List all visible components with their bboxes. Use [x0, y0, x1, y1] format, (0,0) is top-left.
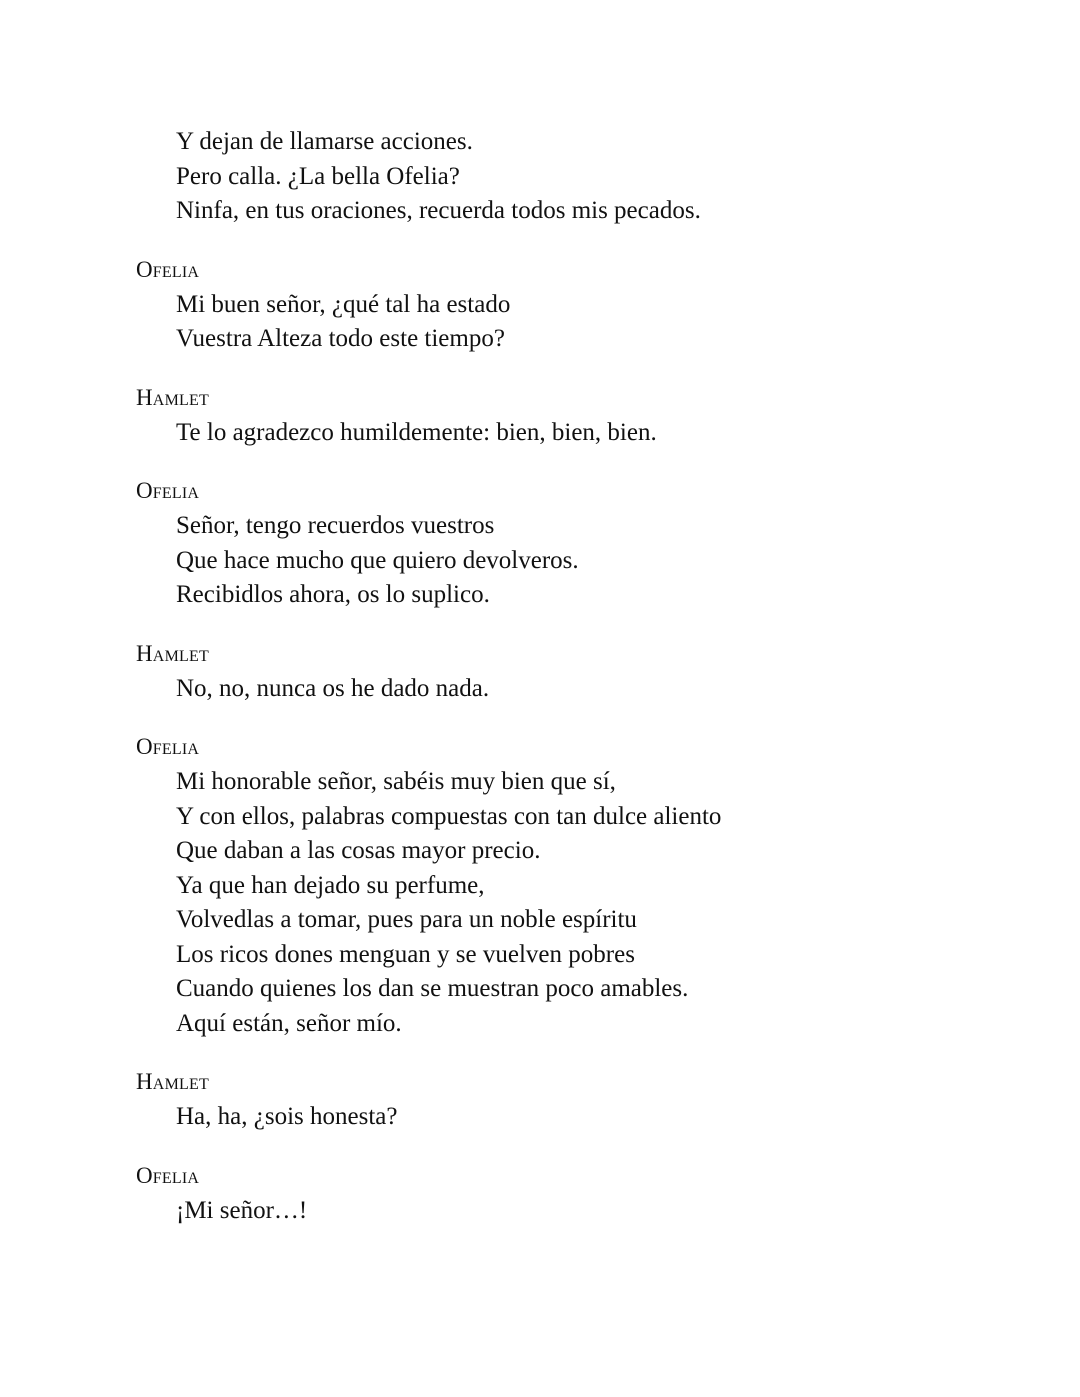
dialogue-block [136, 732, 996, 1041]
speaker-name: Ofelia [136, 256, 200, 282]
verse-line: Señor, tengo recuerdos vuestros [176, 512, 495, 539]
dialogue-block [136, 476, 996, 613]
verse-line: Aquí están, señor mío. [176, 1009, 402, 1037]
verse-line: Volvedlas a tomar, pues para un noble espíritu [176, 906, 637, 933]
verse-line: Y dejan de llamarse acciones. [176, 128, 473, 155]
verse-line: Ya que han dejado su perfume, [176, 871, 485, 899]
dialogue-block [136, 125, 996, 229]
verse-line: Te lo agradezco humildemente: bien, bien, bien. [176, 418, 657, 446]
dialogue-block [136, 383, 996, 451]
verse-line: Mi honorable señor, sabéis muy bien que sí, [176, 768, 616, 795]
verse-line: Que hace mucho que quiero devolveros. [176, 546, 579, 574]
speaker-name: Ofelia [136, 734, 200, 759]
verse-line: Vuestra Alteza todo este tiempo? [176, 325, 505, 352]
verse-line: No, no, nunca os he dado nada. [176, 674, 490, 702]
speaker-name: Hamlet [136, 640, 209, 666]
dialogue-block [136, 639, 996, 707]
dialogue-block [136, 1067, 996, 1135]
verse-line: Que daban a las cosas mayor precio. [176, 837, 541, 864]
speaker-name: Hamlet [136, 384, 209, 410]
play-script [136, 125, 996, 1254]
verse-line: Pero calla. ¿La bella Ofelia? [176, 162, 460, 190]
verse-line: Los ricos dones menguan y se vuelven pobres [176, 940, 635, 968]
dialogue-block [136, 1161, 996, 1229]
speaker-name: Hamlet [136, 1069, 209, 1094]
verse-line: ¡Mi señor…! [176, 1196, 308, 1224]
verse-line: Ninfa, en tus oraciones, recuerda todos mis pecados. [176, 197, 701, 224]
verse-line: Y con ellos, palabras compuestas con tan dulce aliento [176, 802, 722, 830]
speaker-name: Ofelia [136, 1162, 200, 1188]
speaker-name: Ofelia [136, 478, 200, 503]
verse-line: Recibidlos ahora, os lo suplico. [176, 581, 490, 608]
dialogue-block [136, 255, 996, 357]
verse-line: Ha, ha, ¿sois honesta? [176, 1103, 398, 1130]
verse-line: Cuando quienes los dan se muestran poco amables. [176, 975, 689, 1002]
verse-line: Mi buen señor, ¿qué tal ha estado [176, 290, 511, 318]
